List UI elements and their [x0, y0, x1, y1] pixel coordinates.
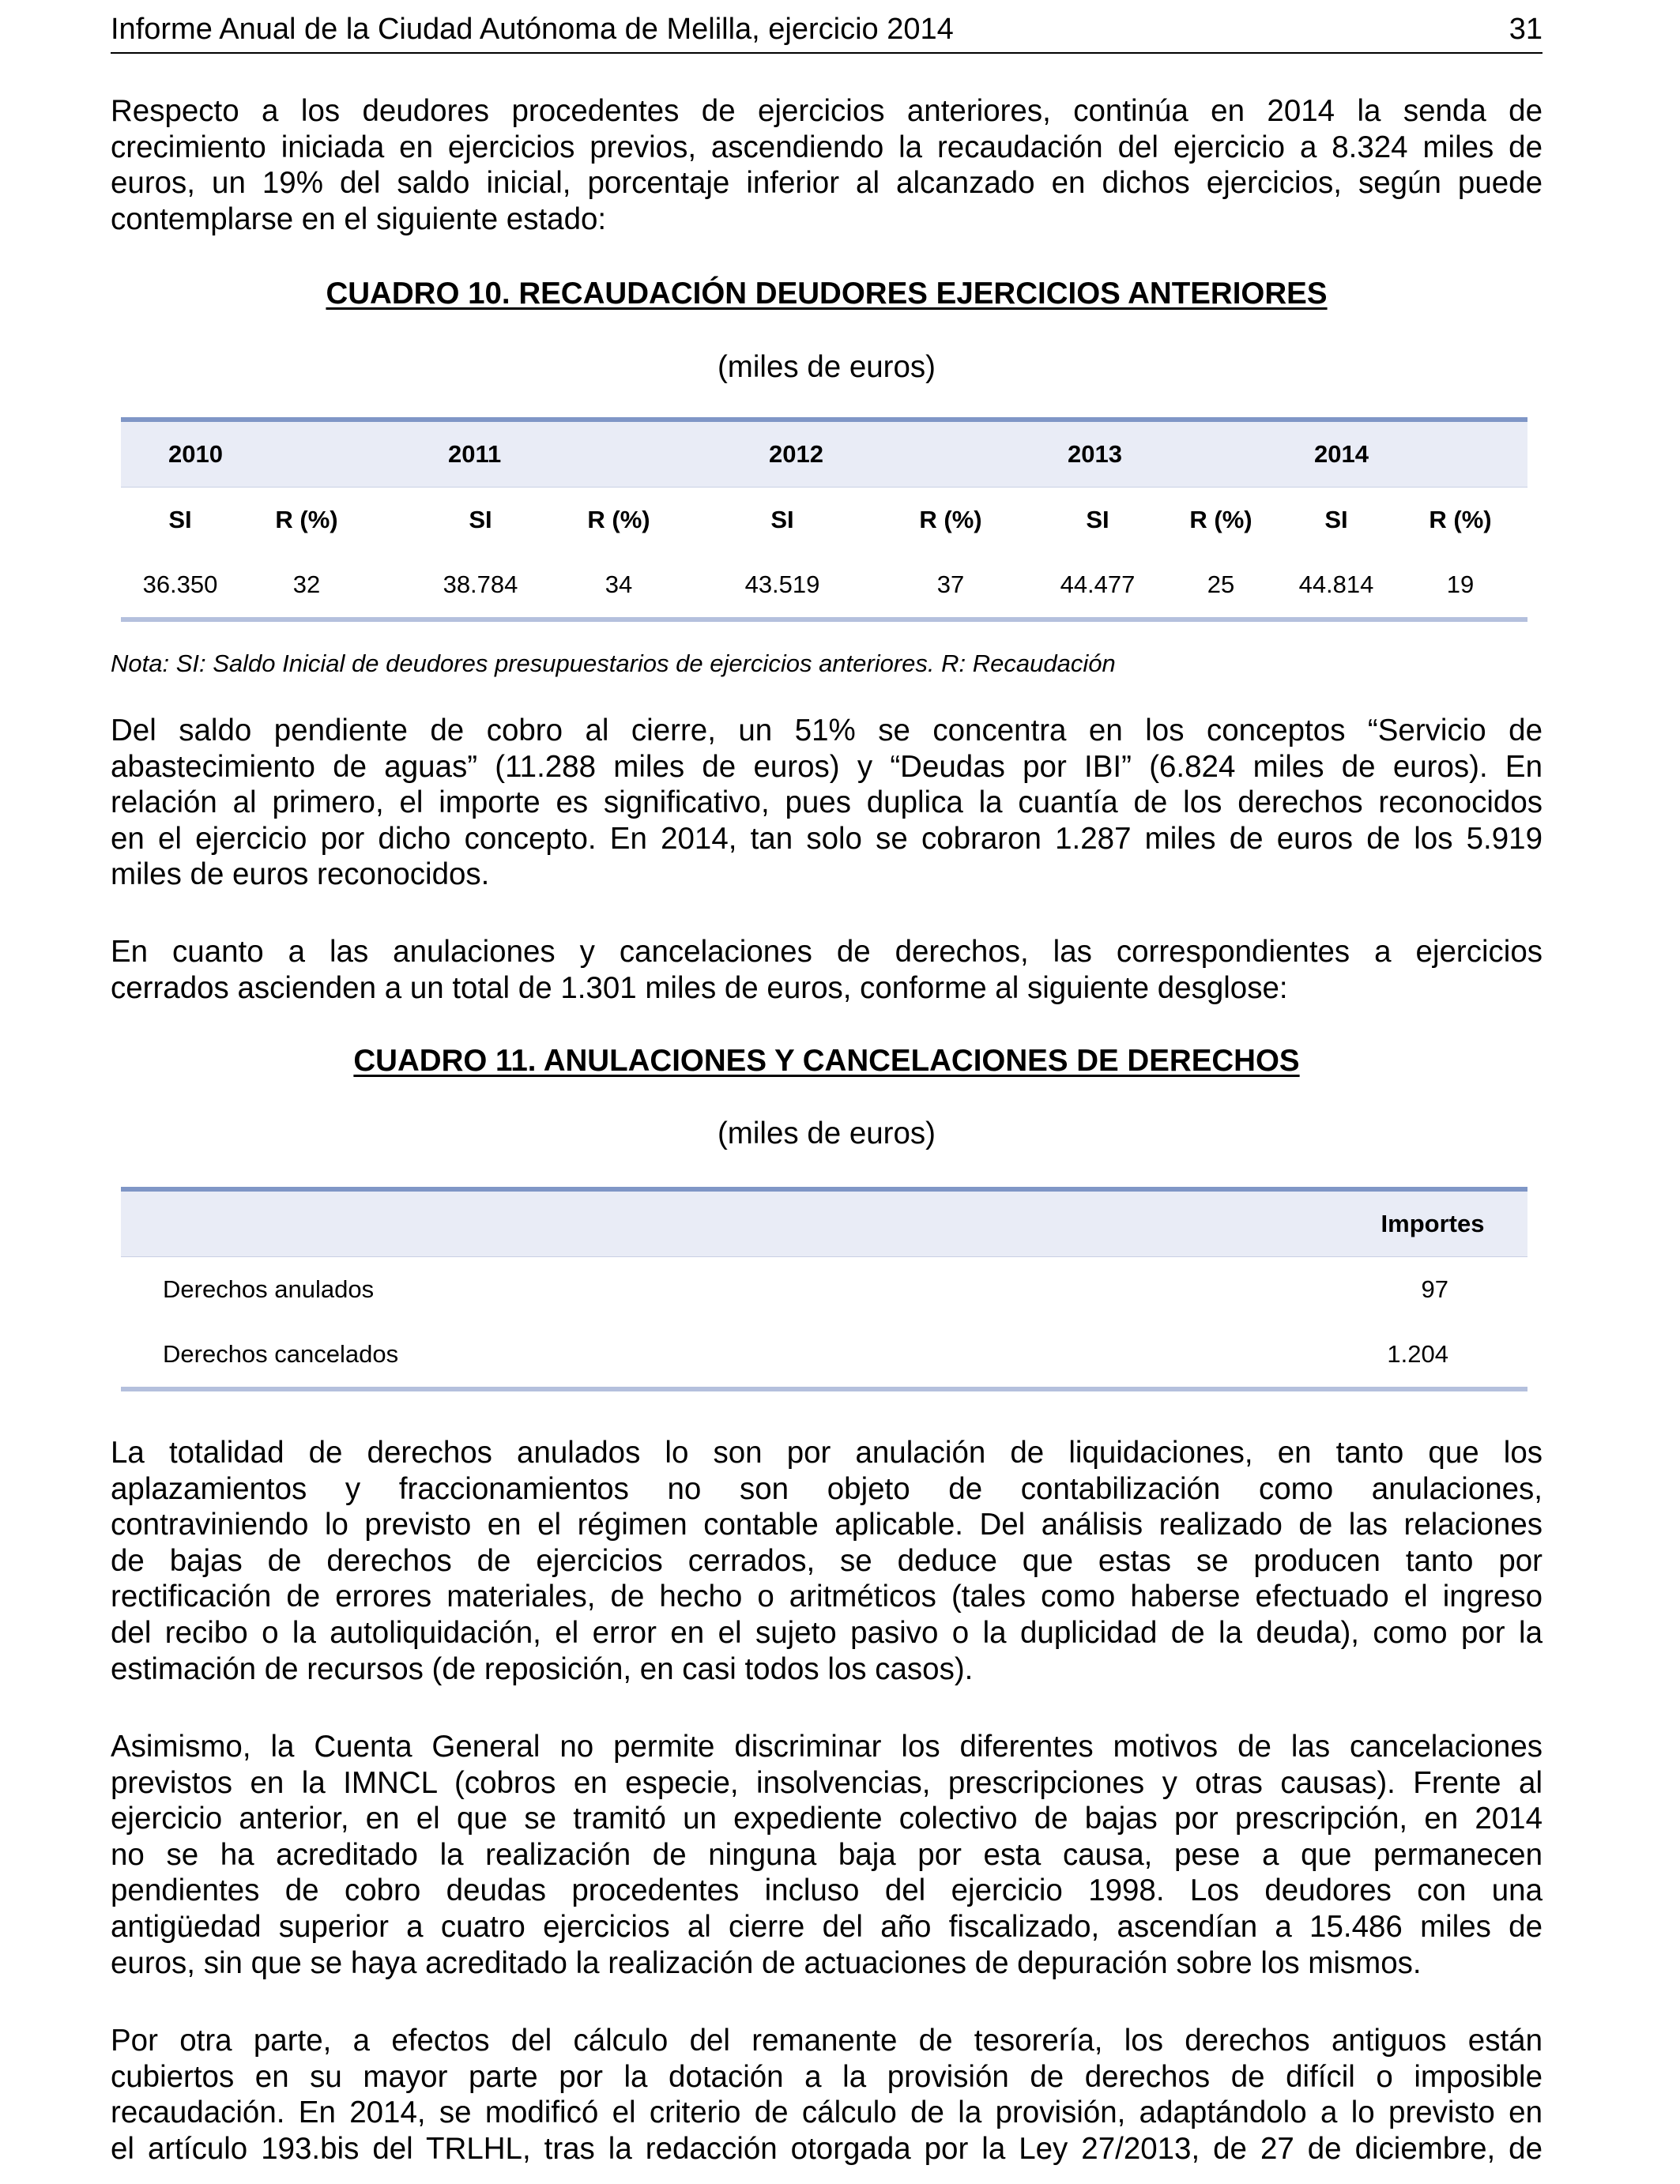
subheader-si: SI	[168, 506, 192, 533]
year-2013: 2013	[1068, 440, 1122, 468]
subheader-r: R (%)	[275, 506, 338, 533]
text-line: del recibo o la autoliquidación, el error en el sujeto pasivo o la duplicidad de la deuda), como por la	[111, 1615, 1543, 1650]
text-line: recaudación. En 2014, se modificó el criterio de cálculo de la provisión, adaptándolo a lo previsto en	[111, 2096, 1543, 2130]
paragraph-deudores-anteriores	[111, 93, 1543, 237]
row-value: 97	[1421, 1275, 1448, 1303]
value-cell: 19	[1446, 570, 1475, 598]
text-line: ejercicio anterior, en el que se tramitó un expediente colectivo de bajas por prescripción, en 2014	[111, 1802, 1543, 1836]
cuadro10-note: Nota: SI: Saldo Inicial de deudores presupuestarios de ejercicios anteriores. R: Recaudación	[111, 650, 1116, 677]
text-line: no se ha acreditado la realización de ninguna baja por esta causa, pese a que permanecen	[111, 1837, 1543, 1872]
text-line: contemplarse en el siguiente estado:	[111, 201, 607, 236]
text-line: En cuanto a las anulaciones y cancelaciones de derechos, las correspondientes a ejercicios	[111, 935, 1543, 969]
subheader-r: R (%)	[919, 506, 982, 533]
text-line: crecimiento iniciada en ejercicios previos, ascendiendo la recaudación del ejercicio a 8.324 miles de	[111, 130, 1543, 164]
text-line: Del saldo pendiente de cobro al cierre, un 51% se concentra en los conceptos “Servicio de	[111, 714, 1543, 747]
subheader-si: SI	[469, 506, 492, 533]
subheader-si: SI	[1324, 506, 1348, 533]
text-line: de bajas de derechos de ejercicios cerrados, se deduce que estas se producen tanto por	[111, 1543, 1543, 1578]
importes-header: Importes	[1381, 1210, 1485, 1237]
value-cell: 44.814	[1298, 570, 1374, 598]
text-line: en el ejercicio por dicho concepto. En 2014, tan solo se cobraron 1.287 miles de euros de los 5.919	[111, 821, 1543, 856]
text-line: previstos en la IMNCL (cobros en especie, insolvencias, prescripciones y otras causas). Frente al	[111, 1765, 1543, 1800]
text-line: euros, sin que se haya acreditado la realización de actuaciones de depuración sobre los mismos.	[111, 1945, 1422, 1980]
subheader-r: R (%)	[587, 506, 650, 533]
text-line: miles de euros reconocidos.	[111, 857, 490, 892]
text-line: contraviniendo lo previsto en el régimen contable aplicable. Del análisis realizado de las relaciones	[111, 1508, 1543, 1542]
text-line: Por otra parte, a efectos del cálculo del remanente de tesorería, los derechos antiguos están	[111, 2024, 1543, 2058]
text-line: pendientes de cobro deudas procedentes incluso del ejercicio 1998. Los deudores con una	[111, 1873, 1543, 1908]
value-cell: 36.350	[142, 570, 218, 598]
row-value: 1.204	[1387, 1340, 1448, 1368]
year-2010: 2010	[168, 440, 223, 468]
cuadro11-table	[121, 1187, 1527, 1391]
subheader-r: R (%)	[1189, 506, 1252, 533]
text-line: rectificación de errores materiales, de hecho o aritméticos (tales como haberse efectuado el ingreso	[111, 1580, 1543, 1614]
value-cell: 32	[292, 570, 321, 598]
year-header-row	[121, 422, 1527, 488]
text-line: antigüedad superior a cuatro ejercicios al cierre del año fiscalizado, ascendían a 15.486 miles de	[111, 1909, 1543, 1944]
page-number: 31	[1509, 13, 1543, 46]
text-line: Respecto a los deudores procedentes de ejercicios anteriores, continúa en 2014 la senda de	[111, 94, 1543, 128]
table-row	[121, 1257, 1527, 1322]
subheader-si: SI	[770, 506, 794, 533]
text-line: estimación de recursos (de reposición, en casi todos los casos).	[111, 1651, 974, 1686]
value-cell: 38.784	[443, 570, 518, 598]
table-header	[121, 1192, 1527, 1257]
value-cell: 37	[936, 570, 965, 598]
value-cell: 44.477	[1060, 570, 1136, 598]
paragraph-remanente-tesoreria	[111, 2023, 1543, 2167]
year-2014: 2014	[1314, 440, 1369, 468]
paragraph-cuenta-general	[111, 1729, 1543, 1981]
text-line: La totalidad de derechos anulados lo son por anulación de liquidaciones, en tanto que los	[111, 1436, 1543, 1470]
value-cell: 34	[605, 570, 633, 598]
text-line: cubiertos en su mayor parte por la dotación a la provisión de derechos de difícil o imposible	[111, 2059, 1543, 2094]
table-bottom-rule	[121, 617, 1527, 622]
table-row	[121, 1322, 1527, 1387]
text-line: cerrados ascienden a un total de 1.301 miles de euros, conforme al siguiente desglose:	[111, 970, 1288, 1005]
value-cell: 25	[1207, 570, 1235, 598]
cuadro11-subtitle: (miles de euros)	[717, 1116, 936, 1150]
text-line: Asimismo, la Cuenta General no permite discriminar los diferentes motivos de las cancelaciones	[111, 1730, 1543, 1764]
running-header	[111, 9, 1543, 54]
value-cell: 43.519	[744, 570, 820, 598]
text-line: relación al primero, el importe es significativo, pues duplica la cuantía de los derechos reconocidos	[111, 785, 1543, 820]
text-line: el artículo 193.bis del TRLHL, tras la redacción otorgada por la Ley 27/2013, de 27 de diciembre, de	[111, 2131, 1543, 2166]
paragraph-totalidad-anulados	[111, 1435, 1543, 1687]
paragraph-saldo-pendiente	[111, 713, 1543, 893]
cuadro11-title: CUADRO 11. ANULACIONES Y CANCELACIONES DE DERECHOS	[353, 1044, 1300, 1078]
cuadro10-subtitle: (miles de euros)	[717, 350, 936, 384]
year-2012: 2012	[769, 440, 823, 468]
subheader-row	[121, 488, 1527, 552]
text-line: abastecimiento de aguas” (11.288 miles de euros) y “Deudas por IBI” (6.824 miles de euros). En	[111, 749, 1543, 784]
header-title: Informe Anual de la Ciudad Autónoma de Melilla, ejercicio 2014	[111, 13, 954, 46]
table-bottom-rule	[121, 1387, 1527, 1391]
subheader-r: R (%)	[1429, 506, 1492, 533]
paragraph-anulaciones	[111, 934, 1543, 1006]
text-line: aplazamientos y fraccionamientos no son objeto de contabilización como anulaciones,	[111, 1471, 1543, 1506]
row-label: Derechos anulados	[163, 1275, 375, 1303]
cuadro10-title: CUADRO 10. RECAUDACIÓN DEUDORES EJERCICIOS ANTERIORES	[326, 277, 1328, 311]
row-label: Derechos cancelados	[163, 1340, 399, 1368]
subheader-si: SI	[1086, 506, 1109, 533]
values-row	[121, 552, 1527, 617]
year-2011: 2011	[448, 440, 502, 468]
cuadro10-table	[121, 417, 1527, 622]
text-line: euros, un 19% del saldo inicial, porcentaje inferior al alcanzado en dichos ejercicios, según puede	[111, 166, 1543, 201]
table-header	[121, 422, 1527, 488]
